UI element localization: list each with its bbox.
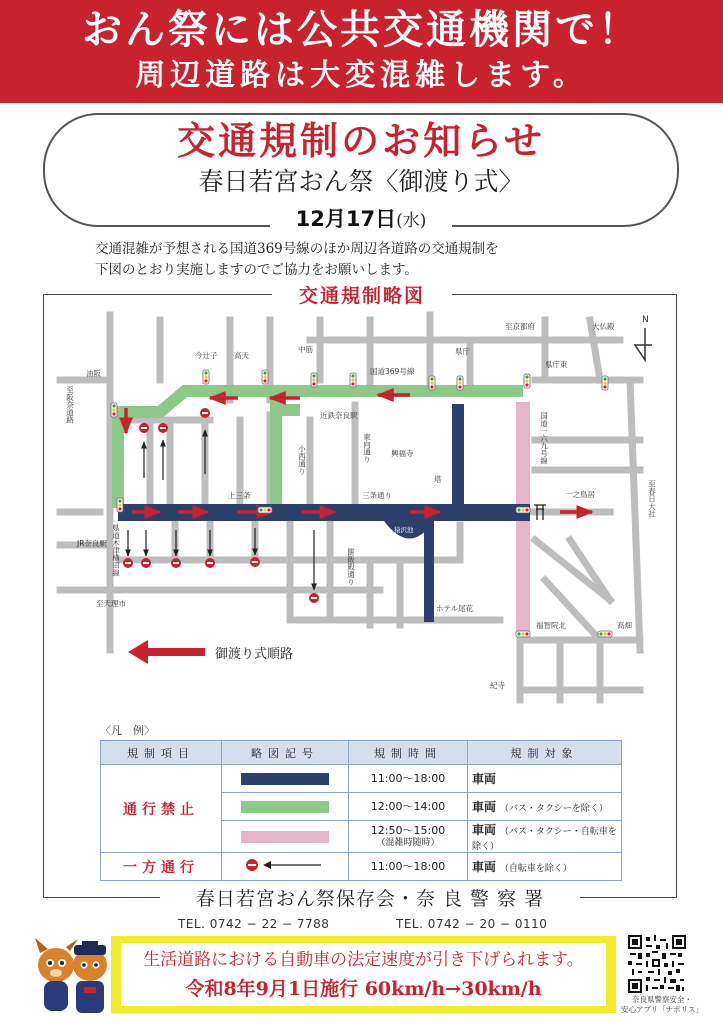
legend-header-symbol: 略図記号 xyxy=(222,741,349,765)
intro-line-1: 交通混雑が予想される国道369号線のほか周辺各道路の交通規制を xyxy=(95,241,499,257)
map-title: 交通規制略図 xyxy=(298,285,425,307)
mascot-illustration xyxy=(30,935,115,1020)
page-title: 交通規制のお知らせ xyxy=(177,119,545,163)
legend-row xyxy=(101,853,622,881)
label-takabatake: 高畑 xyxy=(617,621,632,630)
legend-target-note: （バス・タクシー・自転車を除く） xyxy=(472,827,617,852)
qr-code-icon[interactable] xyxy=(628,935,686,993)
legend-target-main: 車両 xyxy=(472,772,497,786)
date-text: 12月17日 xyxy=(295,207,397,231)
north-label: N xyxy=(642,315,649,325)
legend-header-target: 規制対象 xyxy=(468,741,622,765)
label-kofukuji: 興福寺 xyxy=(391,449,414,458)
label-tou: 塔 xyxy=(434,475,442,484)
legend-time: 11:00〜18:00 xyxy=(349,765,468,793)
label-takama: 高天 xyxy=(234,351,249,360)
legend-time xyxy=(349,821,468,853)
speed-notice-line1: 生活道路における自動車の法定速度が引き下げられます。 xyxy=(143,950,584,970)
label-nakasuji: 中筋 xyxy=(298,345,313,354)
legend-target xyxy=(468,853,622,881)
legend-caption: 〈凡 例〉 xyxy=(100,724,155,737)
organizer-box xyxy=(160,884,580,914)
label-mochiidono: 餅飯殿通り xyxy=(346,548,356,586)
phone-hozonkai: TEL. 0742 − 22 − 7788 xyxy=(178,917,330,931)
legend-target-main: 車両 xyxy=(472,800,497,814)
legend-category-closed: 通行禁止 xyxy=(101,765,222,853)
label-route169: 国道一六九号線 xyxy=(539,412,549,465)
label-higashimuki: 東向通り xyxy=(362,433,372,463)
label-kencho: 県庁 xyxy=(455,347,470,356)
banner-headline: おん祭には公共交通機関で！ xyxy=(82,7,641,53)
label-kentaki: 県道木津横田線 xyxy=(111,524,121,577)
legend-header-item: 規制項目 xyxy=(101,741,222,765)
label-sanjo: 三条通り xyxy=(362,491,392,500)
legend-symbol-oneway xyxy=(222,853,349,881)
label-kidera: 紀寺 xyxy=(490,681,505,690)
label-route369: 国道369号線 xyxy=(370,367,415,376)
legend-row xyxy=(101,765,622,793)
label-imakoji: 今辻子 xyxy=(195,351,218,360)
legend-header-row xyxy=(101,741,622,765)
label-kyoto: 至京都府 xyxy=(505,322,535,331)
legend-header-time: 規制時間 xyxy=(349,741,468,765)
legend-target xyxy=(468,821,622,853)
label-kamisanjo: 上三条 xyxy=(228,491,251,500)
qr-caption xyxy=(612,995,712,1015)
label-daibutsuden: 大仏殿 xyxy=(592,322,615,331)
label-narasaka: 至阪奈道路 xyxy=(65,386,75,424)
oneway-symbol-icon xyxy=(245,858,325,872)
phone-police: TEL. 0742 − 20 − 0110 xyxy=(396,917,548,931)
north-arrow-icon xyxy=(635,328,652,360)
legend-symbol-pink xyxy=(222,821,349,853)
traffic-lights xyxy=(111,370,612,637)
speed-notice-line2: 令和8年9月1日施行 60km/h→30km/h xyxy=(185,978,542,1000)
legend-time-note: （混雑時随時） xyxy=(376,837,440,848)
legend-table xyxy=(100,740,622,881)
legend-target xyxy=(468,765,622,793)
event-subtitle: 春日若宮おん祭〈御渡り式〉 xyxy=(198,167,524,196)
label-hotel: ホテル尾花 xyxy=(436,604,474,613)
legend-time: 12:00〜14:00 xyxy=(349,793,468,821)
label-tenri: 至天理市 xyxy=(96,599,126,608)
legend-target-note: （バス・タクシーを除く） xyxy=(499,804,608,814)
qr-caption-line1: 奈良県警察安全・ xyxy=(632,995,692,1004)
legend-target xyxy=(468,793,622,821)
map-title-box xyxy=(272,282,452,310)
legend-target-note: （自転車を除く） xyxy=(499,864,572,874)
label-fukuchiin: 福智院北 xyxy=(536,621,566,630)
qr-caption-line2: 安心アプリ「ナポリス」 xyxy=(620,1005,704,1014)
weekday-text: (水) xyxy=(396,211,427,231)
legend-target-main: 車両 xyxy=(472,860,497,874)
legend-target-main: 車両 xyxy=(472,823,497,837)
legend-symbol-green xyxy=(222,793,349,821)
label-ichinotorii: 一之鳥居 xyxy=(565,490,595,499)
legend-time: 11:00〜18:00 xyxy=(349,853,468,881)
route-legend-arrow xyxy=(128,640,205,664)
label-kenchohigashi: 県庁東 xyxy=(545,360,568,369)
legend-time-main: 12:50〜15:00 xyxy=(370,823,446,837)
label-yudono: 油阪 xyxy=(86,369,101,378)
label-sarusawa: 猿沢池 xyxy=(394,526,414,534)
label-kintetsu: 近鉄奈良駅 xyxy=(320,411,358,420)
route-legend-label: 御渡り式順路 xyxy=(215,647,294,662)
label-kasuga: 至春日大社 xyxy=(647,480,657,518)
legend-category-oneway: 一方通行 xyxy=(101,853,222,881)
label-koyanishi: 小西通り xyxy=(297,445,307,475)
banner-subheadline: 周辺道路は大変混雑します。 xyxy=(135,58,588,93)
organizer-name: 春日若宮おん祭保存会・奈 良 警 察 署 xyxy=(195,888,545,910)
intro-line-2: 下図のとおり実施しますのでご協力をお願いします。 xyxy=(95,262,418,278)
legend-symbol-navy xyxy=(222,765,349,793)
label-jr: JR奈良駅 xyxy=(77,539,107,548)
